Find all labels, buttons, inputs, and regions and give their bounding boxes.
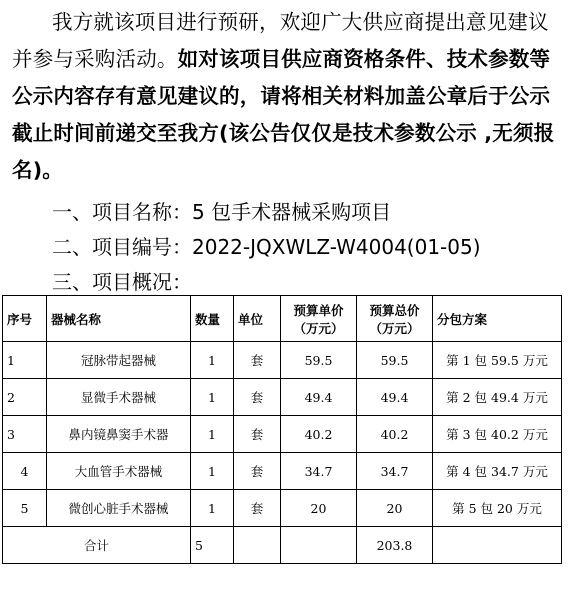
total-label: 合计: [3, 527, 191, 564]
cell-unit: 套: [234, 379, 281, 416]
cell-package: 第 1 包 59.5 万元: [433, 342, 562, 379]
cell-qty: 1: [191, 342, 234, 379]
intro-line-5: 名)。: [12, 158, 63, 182]
cell-total-price: 34.7: [357, 453, 433, 490]
cell-package: 第 4 包 34.7 万元: [433, 453, 562, 490]
cell-seq: 3: [3, 416, 47, 453]
cell-package: 第 3 包 40.2 万元: [433, 416, 562, 453]
total-qty: 5: [191, 527, 234, 564]
cell-unit: 套: [234, 342, 281, 379]
total-unit-price-empty: [281, 527, 357, 564]
total-package-empty: [433, 527, 562, 564]
total-price: 203.8: [357, 527, 433, 564]
intro-line-2-bold: 如对该项目供应商资格条件、技术参数等: [177, 47, 551, 71]
cell-total-price: 40.2: [357, 416, 433, 453]
header-package: 分包方案: [433, 296, 562, 342]
header-name: 器械名称: [47, 296, 191, 342]
table-row: [3, 453, 562, 490]
table-row: [3, 490, 562, 527]
cell-seq: 1: [3, 342, 47, 379]
cell-seq: 5: [3, 490, 47, 527]
cell-total-price: 49.4: [357, 379, 433, 416]
cell-unit-price: 59.5: [281, 342, 357, 379]
section-project-name: 一、项目名称：5 包手术器械采购项目: [52, 200, 392, 224]
cell-unit-price: 49.4: [281, 379, 357, 416]
cell-unit: 套: [234, 416, 281, 453]
intro-line-3: 公示内容存有意见建议的，请将相关材料加盖公章后于公示: [12, 84, 551, 108]
intro-line-2-normal: 并参与采购活动。: [12, 47, 178, 71]
cell-qty: 1: [191, 490, 234, 527]
procurement-table: [2, 295, 562, 564]
cell-name: 显微手术器械: [47, 379, 191, 416]
intro-paragraph: [12, 4, 560, 189]
cell-seq: 2: [3, 379, 47, 416]
cell-unit: 套: [234, 490, 281, 527]
section-project-overview: 三、项目概况：: [52, 270, 192, 294]
header-qty: 数量: [191, 296, 234, 342]
cell-package: 第 2 包 49.4 万元: [433, 379, 562, 416]
cell-name: 鼻内镜鼻窦手术器: [47, 416, 191, 453]
cell-unit-price: 34.7: [281, 453, 357, 490]
cell-qty: 1: [191, 453, 234, 490]
cell-total-price: 20: [357, 490, 433, 527]
cell-name: 大血管手术器械: [47, 453, 191, 490]
table-row: [3, 379, 562, 416]
cell-name: 微创心脏手术器械: [47, 490, 191, 527]
cell-unit-price: 40.2: [281, 416, 357, 453]
cell-qty: 1: [191, 379, 234, 416]
table-row: [3, 342, 562, 379]
header-total-price: 预算总价（万元）: [357, 296, 433, 342]
cell-unit: 套: [234, 453, 281, 490]
cell-unit-price: 20: [281, 490, 357, 527]
table-row: [3, 416, 562, 453]
intro-line-1: 我方就该项目进行预研，欢迎广大供应商提出意见建议: [52, 10, 549, 34]
header-unit: 单位: [234, 296, 281, 342]
total-unit-empty: [234, 527, 281, 564]
header-seq: 序号: [3, 296, 47, 342]
intro-line-2: [12, 41, 560, 78]
section-project-code: 二、项目编号：2022-JQXWLZ-W4004(01-05): [52, 235, 481, 259]
header-unit-price: 预算单价（万元）: [281, 296, 357, 342]
intro-line-4: 截止时间前递交至我方(该公告仅仅是技术参数公示 ,无须报: [12, 121, 555, 145]
cell-total-price: 59.5: [357, 342, 433, 379]
table-header-row: [3, 296, 562, 342]
cell-seq: 4: [3, 453, 47, 490]
table-total-row: [3, 527, 562, 564]
cell-package: 第 5 包 20 万元: [433, 490, 562, 527]
cell-qty: 1: [191, 416, 234, 453]
cell-name: 冠脉带起器械: [47, 342, 191, 379]
